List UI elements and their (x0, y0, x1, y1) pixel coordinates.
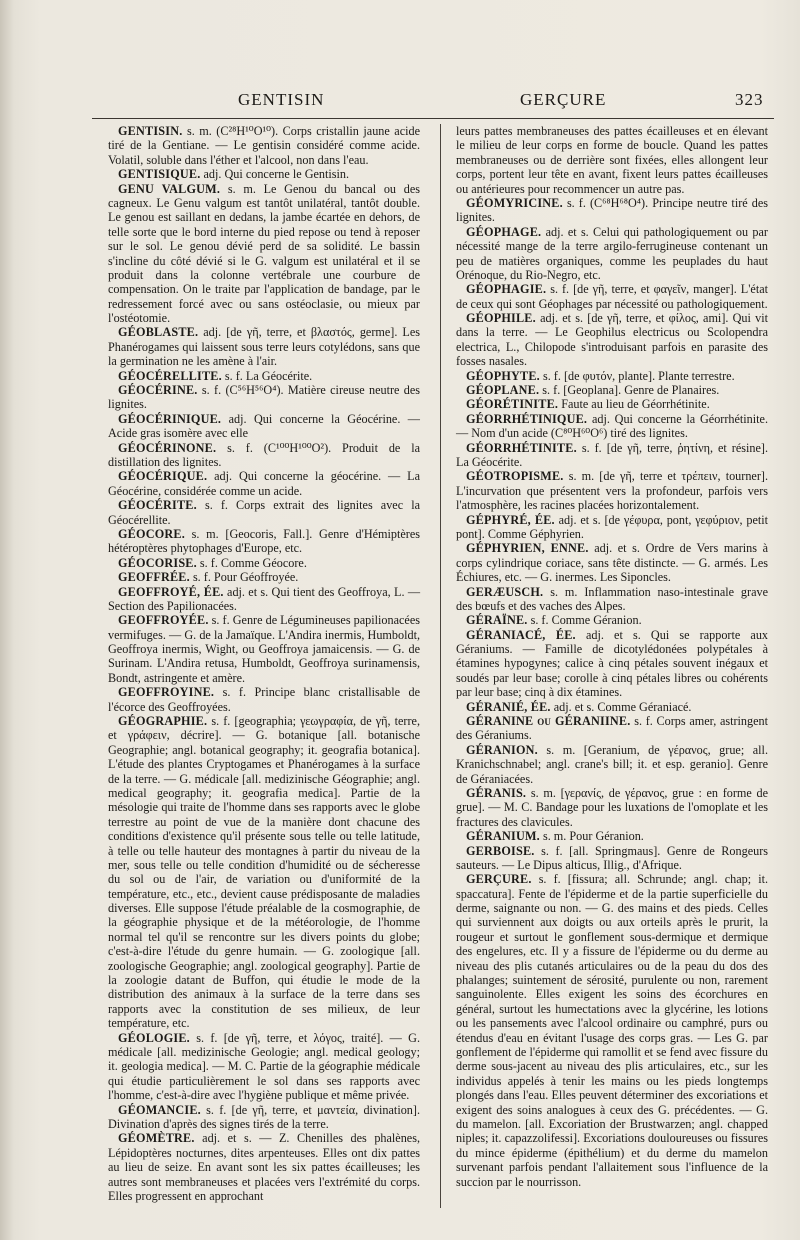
entry-headword: GÉOMYRICINE. (466, 195, 563, 210)
dictionary-entry (108, 685, 420, 714)
entry-definition: adj. et s. Celui qui pathologiquement ou par nécessité mange de la terre argilo-ferrugineuse contenant un peu de matières organiques, comme les peuplades du haut Orénoque, du Rio-Negro, etc. (456, 224, 768, 282)
dictionary-entry (456, 383, 768, 397)
page-number: 323 (735, 90, 764, 109)
entry-definition: adj. Qui concerne la Géocérine. — Acide gras isomère avec elle (108, 411, 420, 441)
entry-headword: GEOFFROYÉE. (118, 613, 209, 628)
entry-definition: adj. Qui concerne le Gentisin. (203, 167, 350, 182)
dictionary-entry (456, 282, 768, 311)
entry-headword: GERBOISE. (466, 843, 535, 858)
entry-headword: GÉOLOGIE. (118, 1030, 190, 1045)
entry-definition: s. m. [γερανίς, de γέρανος, grue : en forme de grue]. — M. C. Bandage pour les luxations de l'omoplate et les fractures des clavicules. (456, 785, 769, 829)
entry-definition: s. f. Principe blanc cristallisable de l'écorce des Geoffroyées. (108, 685, 420, 714)
entry-headword: GENTISIN. (118, 124, 183, 138)
dictionary-entry (456, 786, 768, 829)
entry-definition: s. f. Comme Géranion. (530, 613, 642, 628)
entry-definition: s. f. Comme Géocore. (199, 555, 307, 570)
dictionary-entry (456, 628, 768, 700)
entry-headword: GÉOCORE. (118, 526, 185, 541)
entry-headword: GÉPHYRIEN, ENNE. (466, 541, 589, 556)
entry-headword: GÉOBLASTE. (118, 325, 199, 340)
entry-headword: GÉORRHÉTINIQUE. (466, 411, 588, 426)
dictionary-entry (108, 585, 420, 614)
dictionary-entry (456, 714, 768, 743)
column-divider (440, 124, 441, 1208)
entry-headword: GÉOPHYTE. (466, 368, 540, 383)
entry-definition: s. f. (C⁶⁸H⁶⁸O⁴). Principe neutre tiré des lignites. (456, 195, 768, 225)
dictionary-entry (456, 844, 768, 873)
entry-headword: GÉORRHÉTINITE. (466, 440, 577, 455)
entry-definition: s. f. [de γῆ, terre, et φαγεῖν, manger]. L'état de ceux qui sont Géophages par nécessité ou pathologiquement. (456, 282, 769, 311)
entry-definition: s. f. (C¹⁰⁰H¹⁰⁰O²). Produit de la distillation des lignites. (108, 440, 421, 469)
entry-definition: s. f. [de γῆ, terre, et λόγος, traité]. — G. médicale [all. medizinische Geologie; angl. medical geology; it. geologia medica]. — M. C. Partie de la géographie médicale qui étudie particulièrement le sol dans ses rapports avec l'homme, c'est-à-dire avec l'hygiène publique et même privée. (108, 1030, 420, 1103)
entry-headword: GÉOPHAGE. (466, 224, 542, 239)
entry-definition: adj. et s. Qui se rapporte aux Géraniums. — Famille de dicotylédonées polypétales à étamines hypogynes; calice à cinq pétales souvent inégaux et soudés par leur base; corolle à cinq pétales libres ou cohérents par leur base; cinq à dix étamines. (456, 627, 769, 700)
left-column (108, 124, 420, 1203)
dictionary-entry (108, 498, 420, 527)
entry-headword: GÉRANIÉ, ÉE. (466, 699, 551, 714)
entry-headword: GÉOCÉRITE. (118, 498, 197, 513)
dictionary-entry (456, 397, 768, 411)
entry-headword: GÉRANIUM. (466, 829, 540, 844)
entry-headword: GÉOCÉRINONE. (118, 440, 217, 455)
right-column (456, 124, 768, 1189)
entry-headword: GENTISIQUE. (118, 167, 201, 182)
header-rule (92, 118, 774, 119)
running-header (0, 90, 800, 114)
entry-headword: GÉOCORISE. (118, 555, 197, 570)
entry-definition: s. m. Pour Géranion. (542, 829, 644, 844)
dictionary-entry (108, 1031, 420, 1103)
entry-definition: s. f. [de γῆ, terre, ῥητίνη, et résine]. La Géocérite. (456, 440, 768, 469)
entry-definition: s. f. Pour Géoffroyée. (192, 570, 299, 585)
entry-headword: GÉOCÉRIQUE. (118, 469, 208, 484)
entry-definition: leurs pattes membraneuses des pattes écailleuses et en élevant le milieu de leur corps en forme de boucle. Quand les pattes membraneuses ou de derrière sont fixées, elles allongent leur corps, portent leur tête en avant, fixent leurs pattes écailleuses ou antérieures pour recommencer un autre pas. (456, 124, 768, 196)
entry-definition: adj. et s. [de γῆ, terre, et φίλος, ami]. Qui vit dans la terre. — Le Geophilus electricus ou Scolopendra electrica, L., Chilopode s'introduisant parfois en parasite des fosses nasales. (456, 311, 768, 369)
entry-headword: GÉRANIS. (466, 785, 527, 800)
entry-headword: GÉOCÉRINIQUE. (118, 411, 222, 426)
entry-definition: s. f. Corps extrait des lignites avec la Géocérellite. (108, 498, 421, 527)
entry-definition: adj. et s. [de γέφυρα, pont, γεφύριον, petit pont]. Comme Géphyrien. (456, 512, 769, 541)
entry-definition: s. f. [geographia; γεωγραφία, de γῆ, terre, et γράφειν, décrire]. — G. botanique [all. botanische Geographie; angl. botanical geography; it. geografia botanica]. L'étude des plantes Cryptogames et Phanérogames à la surface de la terre. — G. médicale [all. medizinische Géographie; angl. medical geography; it. geografia medica]. Partie de la mésologie qui traite de l'homme dans ses rapports avec le globe terrestre au point de vue de la manière dont chacune des conditions d'existence qu'il présente sous telle ou telle latitude, à telle ou telle hauteur des montagnes à partir du niveau de la mer, sous telle ou telle condition d'humidité ou de sécheresse du sol ou de l'air, de variation ou d'uniformité de la température, etc., etc., devient cause prédisposante de maladies diverses. Elle suppose l'étude préalable de la cosmographie, de la géographie physique et de la météorologie, de l'homme normal tel qu'il se rencontre sur les divers points du globe; c'est-à-dire l'étude du genre humain. — G. zoologique [all. zoologische Geographie; angl. zoological geography]. Partie de la zoologie datant de Buffon, qui étudie le mode de la distribution des animaux à la surface de la terre dans ses rapports avec la constitution de ses milieux, de leur température, etc. (108, 714, 421, 1031)
entry-definition: adj. et s. — Z. Chenilles des phalènes, Lépidoptères nocturnes, dites arpenteuses. Elles ont dix pattes au lieu de seize. En avant sont les six pattes écailleuses; les autres sont membraneuses et placées vers l'extrémité du corps. Elles progressent en approchant (108, 1131, 421, 1203)
right-running-title: GERÇURE (520, 90, 607, 109)
entry-definition: s. m. (C²⁸H¹⁰O¹⁰). Corps cristallin jaune acide tiré de la Gentiane. — Le gentisin considéré comme acide. Volatil, soluble dans l'éther et l'alcool, non dans l'eau. (108, 124, 420, 167)
entry-definition: adj. Qui concerne la géocérine. — La Géocérine, considérée comme un acide. (108, 469, 420, 498)
dictionary-entry (108, 570, 420, 584)
dictionary-entry (456, 743, 768, 786)
dictionary-entry (456, 124, 768, 196)
dictionary-entry (108, 124, 420, 167)
entry-headword: GEOFFROYINE. (118, 685, 215, 700)
entry-headword: GERÆUSCH. (466, 584, 544, 599)
dictionary-entry (456, 441, 768, 470)
entry-headword: GÉORÉTINITE. (466, 397, 559, 412)
entry-headword: GERÇURE. (466, 872, 532, 887)
entry-headword: GÉOMÈTRE. (118, 1131, 195, 1146)
dictionary-entry (108, 1103, 420, 1132)
entry-definition: s. m. Inflammation naso-intestinale grave des bœufs et des vaches des Alpes. (456, 584, 768, 613)
dictionary-entry (456, 412, 768, 441)
dictionary-entry (456, 613, 768, 627)
dictionary-entry (456, 585, 768, 614)
dictionary-entry (108, 469, 420, 498)
dictionary-entry (456, 369, 768, 383)
entry-headword: GÉRANINE ou GÉRANIINE. (466, 714, 631, 729)
entry-definition: s. m. [Geocoris, Fall.]. Genre d'Hémiptères hétéroptères phytophages d'Europe, etc. (108, 526, 420, 556)
entry-definition: s. f. [de γῆ, terre, et μαντεία, divination]. Divination d'après des signes tirés de la terre. (108, 1102, 420, 1131)
entry-headword: GÉOCÉRINE. (118, 383, 198, 398)
entry-definition: s. f. [all. Springmaus]. Genre de Rongeurs sauteurs. — Le Dipus alticus, Illig., d'Afrique. (456, 843, 769, 872)
entry-headword: GENU VALGUM. (118, 181, 221, 196)
dictionary-entry (108, 167, 420, 181)
entry-definition: adj. Qui concerne la Géorrhétinite. — Nom d'un acide (C⁸⁰H⁶⁰O⁶) tiré des lignites. (456, 411, 768, 441)
entry-definition: adj. et s. Comme Géraniacé. (553, 699, 692, 714)
entry-headword: GÉPHYRÉ, ÉE. (466, 512, 555, 527)
dictionary-entry (456, 225, 768, 283)
entry-definition: s. f. Corps amer, astringent des Géraniums. (456, 714, 769, 743)
dictionary-entry (108, 182, 420, 326)
entry-headword: GÉRAÏNE. (466, 613, 528, 628)
dictionary-entry (108, 412, 420, 441)
entry-definition: adj. et s. Ordre de Vers marins à corps cylindrique coriace, sans tête distincte. — G. armés. Les Échiures, etc. — G. inermes. Les Siponcles. (456, 541, 769, 585)
dictionary-entry (456, 513, 768, 542)
entry-definition: s. f. [fissura; all. Schrunde; angl. chap; it. spaccatura]. Fente de l'épiderme et de la partie superficielle du derme, saignante ou non. — G. des mains et des pieds. Celles qui surviennent aux doigts ou aux orteils après le prurit, la rougeur et surtout le gonflement sous-dermique et dermique des engelures, etc. Il y a fissure de l'épiderme ou du derme au niveau des plis cutanés articulaires ou de la peau du dos des phalanges; suintement de sérosité, purulente ou non, rarement sanguinolente. Elles exigent les soins des écorchures en général, surtout les humectations avec la glycérine, les lotions ou les pansements avec l'alcool ordinaire ou camphré, purs ou étendus d'eau en évitant l'usage des corps gras. — Les G. par gonflement de l'épiderme qui ramollit et se fend avec fissure du derme sous-jacent au niveau des plis articulaires, etc., sur les individus appelés à tenir les mains ou les pieds longtemps plongés dans l'eau. Elles peuvent déterminer des excoriations et exigent des soins analogues à ceux des G. précédentes. — G. du mamelon. [all. Excoriation der Brustwarzen; angl. chapped niples; it. capazzolifessi]. Excoriations douloureuses ou fissures du mince épiderme (épithélium) et du derme du mamelon survenant parfois pendant l'allaitement sous l'influence de la succion par le nourrisson. (456, 872, 769, 1189)
dictionary-entry (108, 441, 420, 470)
entry-definition: s. m. [de γῆ, terre et τρέπειν, tourner]. L'incurvation que présentent vers la profondeur, parfois vers l'atmosphère, les racines placées horizontalement. (456, 469, 769, 513)
entry-headword: GEOFFROYÉ, ÉE. (118, 584, 224, 599)
entry-headword: GÉOPHAGIE. (466, 282, 547, 297)
dictionary-entry (456, 311, 768, 369)
left-running-title: GENTISIN (238, 90, 325, 109)
entry-definition: adj. [de γῆ, terre, et βλαστός, germe]. Les Phanérogames qui laissent sous terre leurs cotylédons, sans que la germination ne les amène à l'air. (108, 325, 420, 369)
dictionary-entry (456, 469, 768, 512)
dictionary-entry (108, 325, 420, 368)
dictionary-entry (456, 872, 768, 1189)
entry-headword: GÉOPLANE. (466, 383, 540, 398)
entry-definition: s. m. [Geranium, de γέρανος, grue; all. Kranichschnabel; angl. crane's bill; it. et esp. geranio]. Genre de Géraniacées. (456, 742, 768, 786)
dictionary-entry (108, 369, 420, 383)
dictionary-entry (108, 383, 420, 412)
entry-definition: s. m. Le Genou du bancal ou des cagneux. Le Genu valgum est tantôt unilatéral, tantôt double. Le genou est saillant en dedans, la jambe écartée en dehors, de telle sorte que le bord interne du pied repose ou tend à reposer sur le sol. Le genou dévié perd de sa solidité. Le bassin s'incline du côté dévié si le G. valgum est unilatéral et il se produit dans la colonne vertébrale une courbure de compensation. On le traite par l'application de bandage, par le redressement forcé avec ou sans ostéoclasie, ou mieux par l'ostéotomie. (108, 181, 420, 326)
dictionary-entry (108, 527, 420, 556)
entry-headword: GÉOCÉRELLITE. (118, 368, 222, 383)
entry-definition: s. f. La Géocérite. (224, 368, 313, 383)
dictionary-entry (456, 829, 768, 843)
dictionary-entry (108, 613, 420, 685)
dictionary-entry (456, 700, 768, 714)
entry-definition: adj. et s. Qui tient des Geoffroya, L. — Section des Papilionacées. (108, 584, 421, 613)
dictionary-entry (456, 196, 768, 225)
entry-headword: GÉOMANCIE. (118, 1102, 201, 1117)
entry-definition: s. f. [Geoplana]. Genre de Planaires. (542, 383, 720, 398)
entry-headword: GEOFFRÉE. (118, 570, 190, 585)
entry-headword: GÉOPHILE. (466, 311, 536, 326)
entry-headword: GÉOTROPISME. (466, 469, 564, 484)
entry-headword: GÉRANIACÉ, ÉE. (466, 627, 576, 642)
dictionary-entry (108, 1131, 420, 1203)
entry-definition: s. f. (C⁵⁶H⁵⁶O⁴). Matière cireuse neutre des lignites. (108, 383, 421, 412)
dictionary-entry (108, 556, 420, 570)
dictionary-entry (108, 714, 420, 1031)
entry-definition: s. f. [de φυτόν, plante]. Plante terrestre. (542, 368, 735, 383)
entry-headword: GÉRANION. (466, 742, 538, 757)
dictionary-entry (456, 541, 768, 584)
entry-headword: GÉOGRAPHIE. (118, 714, 208, 729)
entry-definition: s. f. Genre de Légumineuses papilionacées vermifuges. — G. de la Jamaïque. L'Andira inermis, Humboldt, Geoffroya inermis, Wight, ou Geoffroya jamaicensis. — G. de Surinam. L'Andira retusa, Humboldt, Geoffroya surinamensis, Bondt, astringente et amère. (108, 613, 420, 685)
entry-definition: Faute au lieu de Géorrhétinite. (561, 397, 710, 412)
